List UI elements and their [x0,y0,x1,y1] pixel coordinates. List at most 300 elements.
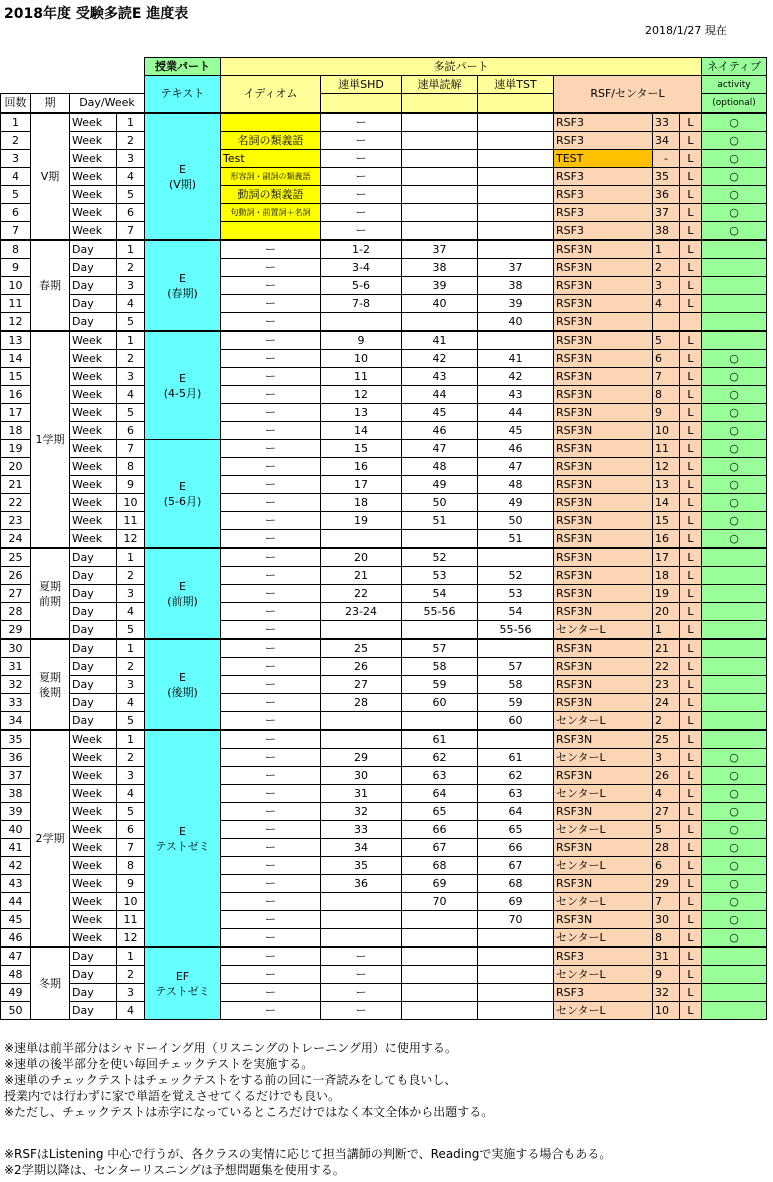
row-number: 33 [1,694,31,712]
rsf-number: 35 [653,168,680,186]
row-number: 13 [1,331,31,350]
row-number: 23 [1,512,31,530]
shd-cell: ー [321,150,402,168]
period-label [31,730,70,947]
rsf-number: 6 [653,857,680,875]
shd-cell: ー [321,947,402,966]
table-row [1,458,767,476]
table-row [1,404,767,422]
rsf-number: 12 [653,458,680,476]
activity-mark: ○ [702,875,767,893]
shd-cell [321,929,402,948]
tst-cell [478,730,554,749]
tst-cell [478,132,554,150]
table-row [1,567,767,585]
rsf-cell: RSF3N [554,240,653,259]
shd-cell: 7-8 [321,295,402,313]
rsf-cell: センターL [554,1002,653,1020]
unit-number: 3 [117,368,145,386]
dokkai-cell: 47 [402,440,478,458]
activity-mark [702,676,767,694]
row-number: 12 [1,313,31,332]
shd-cell [321,893,402,911]
rsf-cell: RSF3 [554,222,653,241]
unit-type: Week [70,929,117,948]
shd-cell: 10 [321,350,402,368]
listening-mark: L [680,458,702,476]
unit-number: 3 [117,585,145,603]
period-label-line: 1学期 [35,433,65,446]
shd-cell: ー [321,186,402,204]
tst-cell: 54 [478,603,554,621]
text-label-line: E [179,162,186,176]
unit-number: 1 [117,947,145,966]
rsf-number: 20 [653,603,680,621]
idiom-cell: ー [221,476,321,494]
header-dokkai-blank [402,94,478,114]
text-label-line: E [179,479,186,493]
unit-number: 2 [117,966,145,984]
rsf-number: 5 [653,821,680,839]
tst-cell [478,186,554,204]
activity-mark [702,585,767,603]
header-dokkai: 速単読解 [402,76,478,94]
row-number: 14 [1,350,31,368]
idiom-cell: ー [221,313,321,332]
activity-mark: ○ [702,350,767,368]
unit-type: Day [70,277,117,295]
shd-cell: 11 [321,368,402,386]
rsf-cell: RSF3N [554,458,653,476]
idiom-cell: 形容詞・副詞の類義語 [221,168,321,186]
activity-mark [702,603,767,621]
row-number: 39 [1,803,31,821]
tst-cell [478,168,554,186]
dokkai-cell: 52 [402,548,478,567]
unit-type: Day [70,603,117,621]
activity-mark: ○ [702,803,767,821]
unit-number: 8 [117,857,145,875]
table-row [1,658,767,676]
activity-mark [702,313,767,332]
table-row [1,821,767,839]
rsf-cell: RSF3N [554,386,653,404]
header-rsf: RSF/センターL [554,76,702,114]
idiom-cell: ー [221,621,321,640]
rsf-cell: RSF3N [554,567,653,585]
note-line: ※2学期以降は、センターリスニングは予想問題集を使用する。 [4,1163,345,1177]
row-number: 24 [1,530,31,549]
shd-cell: 35 [321,857,402,875]
activity-mark [702,259,767,277]
rsf-cell: RSF3N [554,476,653,494]
rsf-number: 3 [653,749,680,767]
rsf-cell: RSF3N [554,658,653,676]
progress-table [0,57,767,1020]
activity-mark: ○ [702,222,767,241]
table-row [1,749,767,767]
note-line: ※速単は前半部分はシャドーイング用（リスニングのトレーニング用）に使用する。 [4,1041,457,1055]
table-row [1,331,767,350]
unit-number: 10 [117,494,145,512]
idiom-cell: ー [221,676,321,694]
rsf-number: 37 [653,204,680,222]
header-tst: 速単TST [478,76,554,94]
rsf-number: 2 [653,712,680,731]
table-row [1,132,767,150]
row-number: 15 [1,368,31,386]
unit-number: 7 [117,440,145,458]
text-label [145,639,221,730]
rsf-cell: RSF3N [554,331,653,350]
dokkai-cell: 68 [402,857,478,875]
shd-cell: 29 [321,749,402,767]
header-ki: 期 [31,94,70,114]
rsf-cell: RSF3N [554,730,653,749]
activity-mark: ○ [702,113,767,132]
tst-cell [478,113,554,132]
dokkai-cell: 40 [402,295,478,313]
header-jugyou: 授業パート [145,58,221,76]
tst-cell: 49 [478,494,554,512]
tst-cell: 70 [478,911,554,929]
tst-cell: 38 [478,277,554,295]
period-label-line: 夏期 [39,579,61,593]
rsf-number: 31 [653,947,680,966]
activity-mark: ○ [702,857,767,875]
tst-cell [478,150,554,168]
rsf-cell: RSF3N [554,259,653,277]
dokkai-cell: 37 [402,240,478,259]
activity-mark [702,567,767,585]
unit-number: 2 [117,749,145,767]
unit-number: 5 [117,803,145,821]
listening-mark: L [680,494,702,512]
row-number: 1 [1,113,31,132]
unit-type: Day [70,621,117,640]
row-number: 35 [1,730,31,749]
note-line: ※速単の後半部分を使い毎回チェックテストを実施する。 [4,1057,314,1071]
idiom-cell: ー [221,295,321,313]
rsf-number: 16 [653,530,680,549]
shd-cell: 28 [321,694,402,712]
table-row [1,767,767,785]
text-label [145,440,221,549]
idiom-cell: ー [221,458,321,476]
table-row [1,512,767,530]
tst-cell: 41 [478,350,554,368]
dokkai-cell: 66 [402,821,478,839]
unit-type: Week [70,422,117,440]
activity-mark: ○ [702,494,767,512]
activity-mark: ○ [702,767,767,785]
note-line: 授業内では行わずに家で単語を覚えさせてくるだけでも良い。 [4,1089,341,1103]
activity-mark: ○ [702,386,767,404]
idiom-cell: ー [221,404,321,422]
shd-cell: ー [321,966,402,984]
text-label-line: (5-6月) [163,494,202,508]
unit-type: Week [70,222,117,241]
shd-cell: 19 [321,512,402,530]
tst-cell: 45 [478,422,554,440]
idiom-cell: ー [221,947,321,966]
unit-number: 12 [117,929,145,948]
tst-cell: 61 [478,749,554,767]
dokkai-cell: 59 [402,676,478,694]
listening-mark: L [680,621,702,640]
unit-type: Day [70,313,117,332]
activity-mark: ○ [702,785,767,803]
idiom-cell: ー [221,277,321,295]
unit-number: 9 [117,476,145,494]
unit-type: Day [70,966,117,984]
table-row [1,150,767,168]
period-label [31,548,70,639]
tst-cell: 47 [478,458,554,476]
period-label-line: 春期 [39,279,61,292]
dokkai-cell: 49 [402,476,478,494]
dokkai-cell [402,168,478,186]
shd-cell: 22 [321,585,402,603]
unit-type: Week [70,749,117,767]
rsf-number: 10 [653,422,680,440]
header-dayweek: Day/Week [70,94,145,114]
unit-type: Week [70,113,117,132]
header-kaisu: 回数 [1,94,31,114]
unit-type: Week [70,839,117,857]
shd-cell: ー [321,204,402,222]
tst-cell: 40 [478,313,554,332]
shd-cell [321,621,402,640]
rsf-cell: RSF3N [554,603,653,621]
unit-number: 3 [117,767,145,785]
row-number: 48 [1,966,31,984]
table-row [1,893,767,911]
listening-mark: L [680,440,702,458]
table-row [1,277,767,295]
tst-cell: 58 [478,676,554,694]
row-number: 18 [1,422,31,440]
row-number: 31 [1,658,31,676]
idiom-cell: ー [221,893,321,911]
tst-cell: 46 [478,440,554,458]
unit-number: 4 [117,694,145,712]
rsf-number: 21 [653,639,680,658]
dokkai-cell [402,966,478,984]
rsf-number: 32 [653,984,680,1002]
text-label-line: E [179,271,186,285]
row-number: 27 [1,585,31,603]
table-row [1,186,767,204]
tst-cell: 57 [478,658,554,676]
idiom-cell: ー [221,749,321,767]
table-row [1,530,767,549]
idiom-cell: ー [221,984,321,1002]
text-label-line: テストゼミ [155,839,210,853]
shd-cell: 33 [321,821,402,839]
unit-type: Week [70,386,117,404]
listening-mark: L [680,386,702,404]
idiom-cell: 句動詞・前置詞＋名詞 [221,204,321,222]
period-label-line: 冬期 [39,977,61,990]
table-row [1,204,767,222]
unit-type: Week [70,821,117,839]
rsf-cell: RSF3N [554,313,653,332]
dokkai-cell: 70 [402,893,478,911]
tst-cell [478,240,554,259]
tst-cell [478,331,554,350]
rsf-number: 7 [653,893,680,911]
row-number: 47 [1,947,31,966]
rsf-number [653,313,680,332]
listening-mark: L [680,567,702,585]
row-number: 32 [1,676,31,694]
rsf-number: 4 [653,785,680,803]
rsf-cell: RSF3N [554,277,653,295]
rsf-cell: RSF3N [554,404,653,422]
table-row [1,168,767,186]
unit-type: Week [70,458,117,476]
rsf-cell: RSF3 [554,168,653,186]
row-number: 21 [1,476,31,494]
unit-number: 7 [117,839,145,857]
rsf-cell: RSF3N [554,803,653,821]
unit-number: 3 [117,277,145,295]
listening-mark: L [680,331,702,350]
text-label-line: テストゼミ [155,984,210,998]
idiom-cell: ー [221,530,321,549]
table-row [1,839,767,857]
unit-type: Day [70,658,117,676]
row-number: 4 [1,168,31,186]
unit-number: 5 [117,712,145,731]
text-label [145,331,221,440]
rsf-number: 18 [653,567,680,585]
rsf-cell: RSF3N [554,548,653,567]
idiom-cell: ー [221,803,321,821]
tst-cell: 48 [478,476,554,494]
rsf-cell: RSF3 [554,984,653,1002]
table-row [1,368,767,386]
row-number: 19 [1,440,31,458]
rsf-number: 9 [653,966,680,984]
rsf-number: 27 [653,803,680,821]
listening-mark: L [680,168,702,186]
shd-cell: 17 [321,476,402,494]
activity-mark: ○ [702,911,767,929]
shd-cell: ー [321,984,402,1002]
unit-type: Week [70,132,117,150]
rsf-cell: RSF3N [554,911,653,929]
activity-mark: ○ [702,821,767,839]
listening-mark: L [680,694,702,712]
rsf-cell: RSF3N [554,530,653,549]
period-label-line: 後期 [39,685,61,699]
table-row [1,785,767,803]
row-number: 6 [1,204,31,222]
table-row [1,113,767,132]
idiom-cell: ー [221,658,321,676]
activity-mark [702,966,767,984]
tst-cell: 53 [478,585,554,603]
rsf-number: 38 [653,222,680,241]
listening-mark: L [680,368,702,386]
rsf-number: 2 [653,259,680,277]
shd-cell: 25 [321,639,402,658]
period-label [31,240,70,331]
activity-mark: ○ [702,458,767,476]
period-label [31,113,70,240]
tst-cell [478,1002,554,1020]
row-number: 20 [1,458,31,476]
activity-mark: ○ [702,893,767,911]
shd-cell: ー [321,222,402,241]
unit-type: Day [70,1002,117,1020]
row-number: 45 [1,911,31,929]
header-tadoku: 多読パート [221,58,702,76]
rsf-cell: RSF3N [554,585,653,603]
unit-type: Week [70,512,117,530]
row-number: 40 [1,821,31,839]
listening-mark: L [680,767,702,785]
tst-cell [478,984,554,1002]
unit-type: Day [70,676,117,694]
dokkai-cell [402,1002,478,1020]
table-row [1,585,767,603]
unit-type: Week [70,530,117,549]
unit-type: Day [70,259,117,277]
note-line: ※ただし、チェックテストは赤字になっているところだけではなく本文全体から出題する。 [4,1105,494,1119]
dokkai-cell [402,712,478,731]
dokkai-cell: 44 [402,386,478,404]
rsf-cell: センターL [554,966,653,984]
rsf-cell: RSF3 [554,132,653,150]
listening-mark: L [680,512,702,530]
listening-mark: L [680,821,702,839]
listening-mark: L [680,530,702,549]
rsf-number: 28 [653,839,680,857]
idiom-cell: ー [221,639,321,658]
tst-cell [478,929,554,948]
table-row [1,295,767,313]
tst-cell: 44 [478,404,554,422]
shd-cell: 3-4 [321,259,402,277]
rsf-cell: センターL [554,929,653,948]
activity-mark [702,730,767,749]
unit-type: Day [70,712,117,731]
row-number: 42 [1,857,31,875]
rsf-number: 29 [653,875,680,893]
listening-mark: L [680,730,702,749]
listening-mark: L [680,639,702,658]
rsf-cell: センターL [554,857,653,875]
unit-type: Day [70,585,117,603]
unit-type: Week [70,730,117,749]
rsf-cell: センターL [554,785,653,803]
table-row [1,639,767,658]
tst-cell [478,204,554,222]
unit-number: 5 [117,404,145,422]
unit-number: 4 [117,295,145,313]
activity-mark: ○ [702,530,767,549]
rsf-cell: RSF3 [554,186,653,204]
dokkai-cell: 55-56 [402,603,478,621]
rsf-cell: RSF3N [554,295,653,313]
text-label-line: (V期) [168,177,197,191]
dokkai-cell [402,113,478,132]
unit-type: Week [70,494,117,512]
unit-type: Week [70,803,117,821]
